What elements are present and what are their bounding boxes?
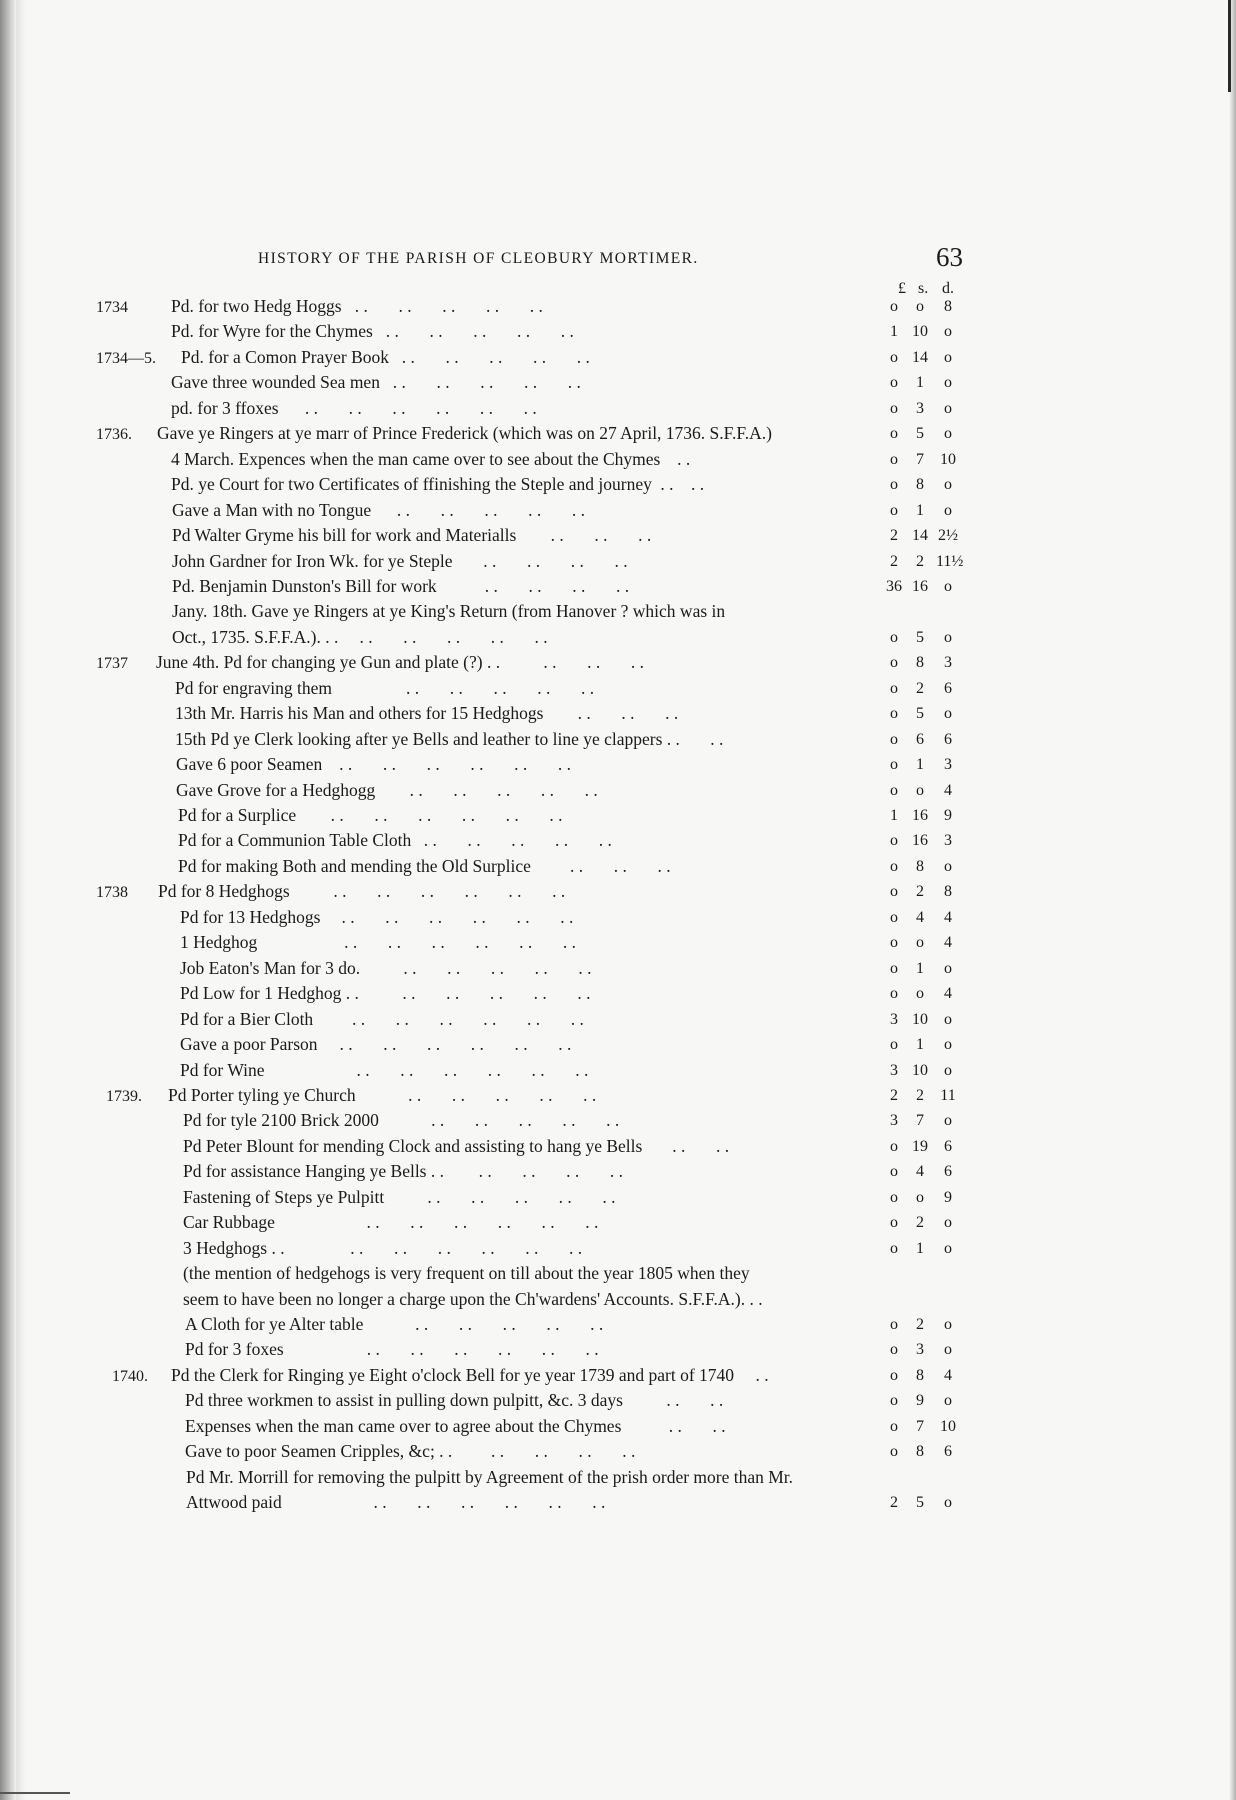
column-head-pence: d. bbox=[942, 280, 954, 297]
entry-pence: o bbox=[944, 1061, 952, 1079]
entry-pounds: o bbox=[890, 501, 898, 519]
entry-leader-dots: . . . . . . . . . . . . bbox=[286, 1492, 606, 1513]
ledger-entry bbox=[0, 932, 1236, 957]
entry-shillings: 8 bbox=[916, 857, 924, 875]
entry-shillings: 2 bbox=[916, 1316, 924, 1333]
entry-pence: 10 bbox=[940, 1417, 956, 1435]
entry-leader-dots: . . . . . . . . . . bbox=[363, 983, 591, 1004]
entry-shillings: 8 bbox=[916, 1366, 924, 1384]
entry-pence: 3 bbox=[944, 832, 952, 850]
entry-description: A Cloth for ye Alter table bbox=[185, 1314, 364, 1334]
ledger-entry bbox=[0, 1238, 1236, 1263]
entry-description: Pd Mr. Morrill for removing the pulpitt by Agreement of the prish order more than Mr. bbox=[186, 1466, 794, 1487]
entry-leader-dots: . . . . . . . . . . bbox=[336, 677, 595, 698]
entry-leader-dots: . . . . . . . . bbox=[448, 1161, 623, 1182]
entry-description: Pd for Wine bbox=[180, 1059, 265, 1080]
entry-leader-dots: . . . . . . . . . . . . bbox=[326, 754, 571, 775]
entry-shillings: 3 bbox=[916, 1341, 924, 1359]
ledger-entry bbox=[0, 500, 1236, 525]
entry-leader-dots: . . . . . . bbox=[504, 652, 644, 673]
entry-description: 13th Mr. Harris his Man and others for 15 Hedghogs bbox=[175, 703, 544, 724]
entry-shillings: 10 bbox=[912, 1061, 928, 1079]
ledger-entry bbox=[0, 474, 1236, 499]
entry-leader-dots: . . . . . . . . . . . . bbox=[317, 1008, 584, 1029]
entry-description: Pd for a Communion Table Cloth bbox=[178, 830, 412, 851]
entry-shillings: 2 bbox=[916, 552, 924, 570]
entry-pounds: o bbox=[890, 399, 898, 417]
entry-leader-dots: . . . . . . . . . . bbox=[384, 372, 581, 393]
entry-leader-dots: . . . . . . . . . . bbox=[360, 1084, 597, 1105]
entry-shillings: 6 bbox=[916, 730, 924, 748]
entry-shillings: 10 bbox=[912, 323, 928, 341]
entry-description: Pd for 3 foxes bbox=[185, 1339, 284, 1360]
entry-pounds: o bbox=[890, 628, 898, 646]
entry-leader-dots: . . . . . . . . . . . . bbox=[261, 932, 576, 953]
ledger-entry bbox=[0, 321, 1236, 346]
entry-pounds: o bbox=[890, 1392, 898, 1410]
entry-shillings: 1 bbox=[916, 501, 924, 519]
entry-leader-dots: . . . . bbox=[646, 1135, 730, 1156]
entry-pence: 4 bbox=[944, 908, 952, 926]
ledger-entry bbox=[0, 983, 1236, 1008]
ledger-entry bbox=[0, 1110, 1236, 1135]
entry-pounds: 1 bbox=[890, 807, 898, 824]
entry-leader-dots: . . . . bbox=[656, 474, 705, 495]
entry-description: 15th Pd ye Clerk looking after ye Bells and leather to line ye clappers . . bbox=[175, 728, 680, 749]
entry-description: Pd. Benjamin Dunston's Bill for work bbox=[172, 575, 437, 596]
entry-pounds: o bbox=[890, 1417, 898, 1435]
entry-description: Pd for 13 Hedghogs bbox=[180, 906, 321, 927]
entry-shillings: o bbox=[916, 781, 924, 799]
entry-description: Pd for 8 Hedghogs bbox=[158, 881, 290, 902]
entry-pence: o bbox=[944, 1239, 952, 1257]
entry-leader-dots: . . . . . . . . . . . . bbox=[322, 1034, 572, 1055]
entry-leader-dots: . . bbox=[738, 1364, 769, 1385]
entry-leader-dots: . . . . . . . . bbox=[441, 575, 630, 596]
entry-pounds: 2 bbox=[890, 527, 898, 545]
entry-description: Gave three wounded Sea men bbox=[171, 372, 380, 393]
entry-description: 1 Hedghog bbox=[180, 932, 258, 953]
entry-pence: o bbox=[944, 425, 952, 443]
ledger-entry bbox=[0, 372, 1236, 397]
entry-description: 3 Hedghogs . . bbox=[183, 1237, 285, 1258]
entry-pence: 4 bbox=[944, 985, 952, 1003]
ledger-entry bbox=[0, 1390, 1236, 1415]
entry-shillings: 5 bbox=[916, 1494, 924, 1512]
entry-pence: 10 bbox=[940, 450, 956, 468]
entry-pounds: o bbox=[890, 1163, 898, 1181]
entry-shillings: o bbox=[916, 985, 924, 1003]
ledger-entry bbox=[0, 1441, 1236, 1466]
running-head: HISTORY OF THE PARISH OF CLEOBURY MORTIMER. bbox=[258, 250, 699, 267]
entry-shillings: 1 bbox=[916, 1036, 924, 1054]
entry-pounds: o bbox=[890, 730, 898, 748]
entry-shillings: 2 bbox=[916, 883, 924, 901]
ledger-entry bbox=[0, 1365, 1236, 1390]
entry-shillings: o bbox=[916, 934, 924, 952]
entry-description: Attwood paid bbox=[186, 1492, 282, 1513]
entry-pounds: o bbox=[890, 883, 898, 901]
ledger-entry bbox=[0, 1339, 1236, 1364]
entry-pence: o bbox=[944, 476, 952, 494]
entry-shillings: 1 bbox=[916, 959, 924, 977]
entry-pence: o bbox=[944, 323, 952, 341]
entry-description: Oct., 1735. S.F.F.A.). . . bbox=[172, 626, 339, 647]
ledger-entry bbox=[0, 907, 1236, 932]
entry-description: Pd. for a Comon Prayer Book bbox=[181, 346, 390, 367]
entry-shillings: 4 bbox=[916, 908, 924, 926]
entry-pounds: o bbox=[890, 679, 898, 697]
entry-shillings: 14 bbox=[912, 527, 928, 545]
entry-leader-dots: . . . . . . . . . . bbox=[379, 779, 598, 800]
entry-shillings: 5 bbox=[916, 425, 924, 443]
entry-pounds: 3 bbox=[890, 1010, 898, 1028]
entry-leader-dots: . . . . . . . . bbox=[457, 550, 628, 571]
entry-pounds: 2 bbox=[890, 1086, 898, 1104]
entry-pence: 4 bbox=[944, 781, 952, 799]
entry-pence: 3 bbox=[944, 756, 952, 774]
entry-description: Gave to poor Seamen Cripples, &c; . . bbox=[185, 1441, 453, 1462]
entry-leader-dots: . . . . . . bbox=[535, 855, 671, 876]
entry-year: 1739. bbox=[106, 1087, 142, 1105]
ledger-entry bbox=[0, 1136, 1236, 1161]
entry-description: Pd Walter Gryme his bill for work and Materialls bbox=[172, 525, 517, 546]
entry-pounds: o bbox=[890, 1188, 898, 1206]
ledger-entry bbox=[0, 449, 1236, 474]
entry-leader-dots: . . . . . . . . . . bbox=[346, 296, 543, 316]
ledger-entry bbox=[0, 398, 1236, 423]
ledger-entry bbox=[0, 805, 1236, 830]
entry-leader-dots: . . . . bbox=[627, 1390, 724, 1411]
ledger-entry bbox=[0, 601, 1236, 626]
entry-pence: o bbox=[944, 1214, 952, 1232]
entry-pounds: 1 bbox=[890, 323, 898, 341]
entry-shillings: 1 bbox=[916, 374, 924, 392]
entry-pounds: o bbox=[890, 908, 898, 926]
ledger-entry bbox=[0, 296, 1236, 321]
entry-description: seem to have been no longer a charge upon the Ch'wardens' Accounts. S.F.F.A.). . . bbox=[183, 1288, 763, 1309]
entry-pounds: 2 bbox=[890, 552, 898, 570]
entry-year: 1734—5. bbox=[96, 349, 156, 367]
ledger-entry bbox=[0, 881, 1236, 906]
entry-leader-dots: . . . . . . . . . . bbox=[364, 957, 592, 978]
entry-shillings: 8 bbox=[916, 1443, 924, 1461]
entry-pounds: o bbox=[890, 1341, 898, 1359]
ledger-entry bbox=[0, 1161, 1236, 1186]
entry-shillings: 1 bbox=[916, 756, 924, 774]
entry-leader-dots: . . . . . . . . . . bbox=[377, 321, 574, 342]
entry-pounds: o bbox=[890, 1316, 898, 1333]
entry-pence: o bbox=[944, 857, 952, 875]
entry-description: 4 March. Expences when the man came over to see about the Chymes bbox=[171, 448, 661, 469]
entry-leader-dots: . . bbox=[684, 728, 724, 749]
ledger-entry bbox=[0, 1085, 1236, 1110]
entry-leader-dots: . . . . . . . . . . . . bbox=[288, 1339, 599, 1360]
entry-pounds: 3 bbox=[890, 1061, 898, 1079]
entry-pounds: o bbox=[890, 985, 898, 1003]
entry-description: Gave Grove for a Hedghogg bbox=[176, 779, 376, 800]
entry-leader-dots: . . . . . . . . . . . . bbox=[279, 1212, 599, 1233]
entry-pounds: 3 bbox=[890, 1112, 898, 1130]
ledger-entry bbox=[0, 1187, 1236, 1212]
entry-leader-dots: . . . . . . . . . . bbox=[375, 499, 585, 520]
entry-description: Pd. for Wyre for the Chymes bbox=[171, 321, 373, 342]
entry-description: Expenses when the man came over to agree about the Chymes bbox=[185, 1415, 622, 1436]
entry-description: Pd for tyle 2100 Brick 2000 bbox=[183, 1110, 379, 1131]
entry-pence: o bbox=[944, 374, 952, 392]
entry-shillings: o bbox=[916, 1188, 924, 1206]
entry-description: John Gardner for Iron Wk. for ye Steple bbox=[172, 550, 453, 571]
entry-pence: 6 bbox=[944, 730, 952, 748]
entry-shillings: 2 bbox=[916, 1214, 924, 1232]
entry-leader-dots: . . . . . . . . . . bbox=[367, 1314, 604, 1334]
entry-shillings: 16 bbox=[912, 807, 928, 824]
entry-year: 1740. bbox=[112, 1367, 148, 1385]
entry-leader-dots: . . . . . . . . bbox=[456, 1441, 636, 1462]
entry-pence: 11½ bbox=[936, 552, 964, 570]
entry-pence: o bbox=[944, 1494, 952, 1512]
entry-description: Pd for engraving them bbox=[175, 677, 332, 698]
entry-description: Pd. for two Hedg Hoggs bbox=[171, 296, 342, 316]
ledger-entry bbox=[0, 856, 1236, 881]
entry-pounds: o bbox=[890, 654, 898, 672]
entry-pounds: o bbox=[890, 450, 898, 468]
entry-leader-dots: . . . . . . . . . . bbox=[393, 346, 590, 367]
ledger-entry bbox=[0, 780, 1236, 805]
entry-pence: o bbox=[944, 1316, 952, 1333]
entry-pounds: o bbox=[890, 348, 898, 366]
ledger-entry bbox=[0, 525, 1236, 550]
entry-shillings: 9 bbox=[916, 1392, 924, 1410]
entry-description: Pd for a Surplice bbox=[178, 805, 297, 825]
entry-leader-dots: . . . . . . . . . . bbox=[383, 1110, 620, 1131]
entry-year: 1738 bbox=[96, 884, 128, 902]
entry-description: Gave a Man with no Tongue bbox=[172, 499, 372, 520]
entry-leader-dots: . . . . . . . . . . bbox=[342, 626, 548, 647]
entry-pence: 3 bbox=[944, 654, 952, 672]
ledger-entry bbox=[0, 1492, 1236, 1517]
ledger-entry bbox=[0, 1314, 1236, 1339]
entry-pounds: 2 bbox=[890, 1494, 898, 1512]
entry-pence: 6 bbox=[944, 1137, 952, 1155]
entry-pence: o bbox=[944, 705, 952, 723]
ledger-entry bbox=[0, 958, 1236, 983]
entry-year: 1734 bbox=[96, 299, 128, 316]
entry-pence: 11 bbox=[940, 1086, 956, 1104]
ledger-entry bbox=[0, 1263, 1236, 1288]
entry-leader-dots: . . . . bbox=[625, 1415, 726, 1436]
entry-leader-dots: . . . . . . . . . . . . bbox=[269, 1059, 589, 1080]
ledger-entry bbox=[0, 703, 1236, 728]
entry-pence: o bbox=[944, 1036, 952, 1054]
entry-shillings: 8 bbox=[916, 654, 924, 672]
entry-leader-dots: . . . . . . . . . . . . bbox=[283, 397, 537, 418]
entry-pence: o bbox=[944, 348, 952, 366]
entry-shillings: 16 bbox=[912, 832, 928, 850]
entry-pounds: o bbox=[890, 298, 898, 315]
entry-pounds: o bbox=[890, 857, 898, 875]
entry-description: pd. for 3 ffoxes bbox=[171, 397, 279, 418]
entry-description: Pd for assistance Hanging ye Bells . . bbox=[183, 1161, 444, 1182]
entry-leader-dots: . . bbox=[664, 448, 691, 469]
entry-pounds: o bbox=[890, 1239, 898, 1257]
ledger-entry bbox=[0, 551, 1236, 576]
entry-shillings: o bbox=[916, 298, 924, 315]
entry-pence: o bbox=[944, 399, 952, 417]
entry-pounds: o bbox=[890, 476, 898, 494]
entry-description: Job Eaton's Man for 3 do. bbox=[180, 957, 361, 978]
entry-pence: 8 bbox=[944, 883, 952, 901]
entry-pence: o bbox=[944, 628, 952, 646]
entry-pence: 4 bbox=[944, 1366, 952, 1384]
column-head-shillings: s. bbox=[918, 280, 929, 297]
ledger-entry bbox=[0, 1060, 1236, 1085]
entry-leader-dots: . . . . . . . . . . . . bbox=[324, 906, 574, 927]
entry-description: Gave 6 poor Seamen bbox=[176, 754, 323, 775]
ledger-entry bbox=[0, 576, 1236, 601]
entry-pounds: o bbox=[890, 781, 898, 799]
entry-description: Pd the Clerk for Ringing ye Eight o'clock Bell for ye year 1739 and part of 1740 bbox=[171, 1364, 735, 1385]
entry-leader-dots: . . . . . . . . . . . . bbox=[294, 881, 566, 902]
entry-description: Jany. 18th. Gave ye Ringers at ye King's Return (from Hanover ? which was in bbox=[172, 601, 726, 622]
entry-pence: o bbox=[944, 501, 952, 519]
entry-description: Car Rubbage bbox=[183, 1212, 275, 1233]
entry-leader-dots: . . . . . . . . . . . . bbox=[289, 1237, 583, 1258]
entry-shillings: 14 bbox=[912, 348, 928, 366]
entry-leader-dots: . . . . . . bbox=[520, 525, 652, 546]
entry-leader-dots: . . . . . . . . . . bbox=[415, 830, 612, 851]
entry-description: (the mention of hedgehogs is very frequent on till about the year 1805 when they bbox=[183, 1263, 750, 1284]
entry-pence: o bbox=[944, 1341, 952, 1359]
ledger-entry bbox=[0, 1467, 1236, 1492]
entry-leader-dots: . . . . . . bbox=[547, 703, 679, 724]
entry-shillings: 7 bbox=[916, 450, 924, 468]
entry-pounds: o bbox=[890, 1137, 898, 1155]
entry-shillings: 7 bbox=[916, 1112, 924, 1130]
entry-pence: 6 bbox=[944, 1443, 952, 1461]
entry-year: 1737 bbox=[96, 655, 128, 673]
entry-shillings: 8 bbox=[916, 476, 924, 494]
entry-pounds: o bbox=[890, 832, 898, 850]
entry-pounds: o bbox=[890, 705, 898, 723]
entry-pounds: o bbox=[890, 756, 898, 774]
entry-shillings: 19 bbox=[912, 1137, 928, 1155]
entry-pence: o bbox=[944, 577, 952, 595]
entry-shillings: 4 bbox=[916, 1163, 924, 1181]
entry-pence: 2½ bbox=[938, 527, 958, 545]
entry-shillings: 1 bbox=[916, 1239, 924, 1257]
entry-description: Fastening of Steps ye Pulpitt bbox=[183, 1186, 385, 1207]
entry-pounds: o bbox=[890, 374, 898, 392]
entry-pence: 4 bbox=[944, 934, 952, 952]
entry-description: Gave a poor Parson bbox=[180, 1034, 318, 1055]
ledger-entry bbox=[0, 754, 1236, 779]
entry-pence: o bbox=[944, 959, 952, 977]
entry-pounds: o bbox=[890, 1214, 898, 1232]
entry-description: Pd for making Both and mending the Old Surplice bbox=[178, 855, 531, 876]
column-head-pounds: £ bbox=[898, 280, 906, 297]
page-number: 63 bbox=[936, 242, 963, 272]
entry-shillings: 16 bbox=[912, 577, 928, 595]
entry-pounds: o bbox=[890, 425, 898, 443]
entry-leader-dots: . . . . . . . . . . . . bbox=[300, 805, 563, 825]
ledger-entry bbox=[0, 1009, 1236, 1034]
entry-shillings: 5 bbox=[916, 628, 924, 646]
ledger-entry bbox=[0, 830, 1236, 855]
entry-description: Gave ye Ringers at ye marr of Prince Frederick (which was on 27 April, 1736. S.F.F.A.) bbox=[157, 423, 772, 444]
entry-pence: 6 bbox=[944, 1163, 952, 1181]
entry-description: Pd three workmen to assist in pulling down pulpitt, &c. 3 days bbox=[185, 1390, 623, 1411]
ledger-entry bbox=[0, 1416, 1236, 1441]
entry-leader-dots: . . . . . . . . . . bbox=[388, 1186, 616, 1207]
entry-pence: 9 bbox=[944, 1188, 952, 1206]
ledger-entry bbox=[0, 1289, 1236, 1314]
entry-pounds: o bbox=[890, 934, 898, 952]
entry-pounds: o bbox=[890, 1443, 898, 1461]
ledger-entry bbox=[0, 652, 1236, 677]
entry-shillings: 10 bbox=[912, 1010, 928, 1028]
entry-pence: 6 bbox=[944, 679, 952, 697]
entry-pence: o bbox=[944, 1010, 952, 1028]
entry-description: Pd Peter Blount for mending Clock and assisting to hang ye Bells bbox=[183, 1135, 643, 1156]
entry-year: 1736. bbox=[96, 426, 132, 444]
entry-description: Pd Low for 1 Hedghog . . bbox=[180, 983, 359, 1004]
entry-description: Pd for a Bier Cloth bbox=[180, 1008, 314, 1029]
entry-description: Pd. ye Court for two Certificates of ffinishing the Steple and journey bbox=[171, 474, 652, 495]
entry-pounds: 36 bbox=[886, 577, 902, 595]
entry-pence: 8 bbox=[944, 298, 952, 315]
entry-description: June 4th. Pd for changing ye Gun and plate (?) . . bbox=[156, 652, 501, 673]
ledger-entry bbox=[0, 678, 1236, 703]
entry-shillings: 5 bbox=[916, 705, 924, 723]
entry-pence: 9 bbox=[944, 807, 952, 824]
entry-shillings: 2 bbox=[916, 1086, 924, 1104]
entry-pounds: o bbox=[890, 1366, 898, 1384]
ledger-entry bbox=[0, 627, 1236, 652]
entry-shillings: 7 bbox=[916, 1417, 924, 1435]
entry-shillings: 2 bbox=[916, 679, 924, 697]
ledger-entry bbox=[0, 729, 1236, 754]
ledger-entry bbox=[0, 347, 1236, 372]
entry-pounds: o bbox=[890, 1036, 898, 1054]
entry-pounds: o bbox=[890, 959, 898, 977]
entry-shillings: 3 bbox=[916, 399, 924, 417]
ledger-entry bbox=[0, 423, 1236, 448]
entry-pence: o bbox=[944, 1112, 952, 1130]
entry-description: Pd Porter tyling ye Church bbox=[168, 1084, 356, 1105]
entry-pence: o bbox=[944, 1392, 952, 1410]
ledger-entry bbox=[0, 1034, 1236, 1059]
ledger-entry bbox=[0, 1212, 1236, 1237]
